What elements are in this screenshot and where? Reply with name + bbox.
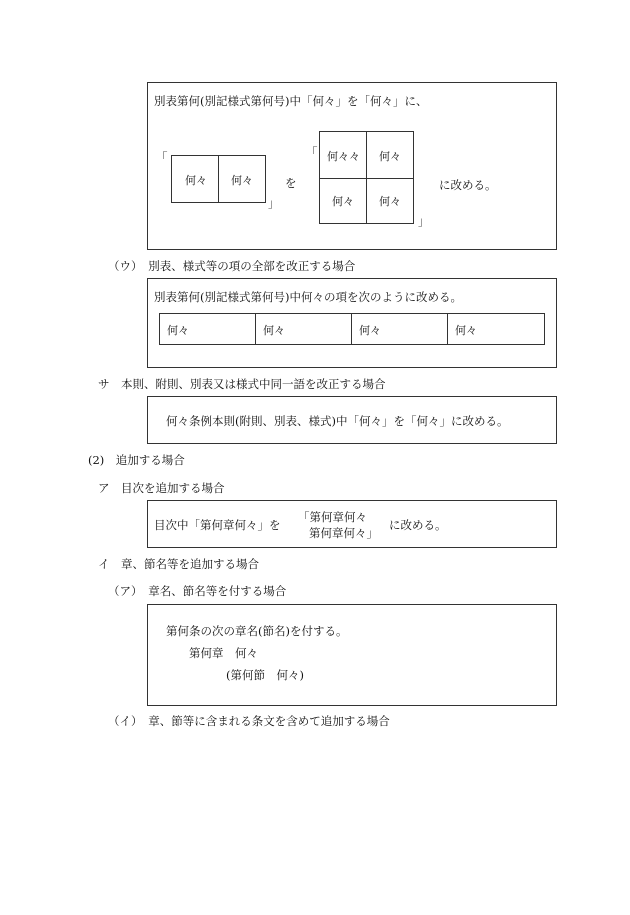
box5-line1: 第何条の次の章名(節名)を付する。 <box>166 624 348 638</box>
amendment-box-5 <box>147 604 557 706</box>
box1-wo: を <box>285 176 297 190</box>
heading-a2: （ア） 章名、節名等を付する場合 <box>108 584 287 598</box>
box1-grid-cell-2-text: 何々 <box>379 150 401 163</box>
box1-open-bracket-right: 「 <box>306 145 318 159</box>
box2-cell-3-text: 何々 <box>359 324 381 337</box>
heading-u: （ウ） 別表、様式等の項の全部を改正する場合 <box>108 259 356 273</box>
box2-cell-2 <box>255 313 352 345</box>
heading-a: ア 目次を追加する場合 <box>98 481 225 495</box>
box1-grid-cell-3 <box>319 178 367 224</box>
amendment-box-2 <box>147 278 557 368</box>
heading-sa: サ 本則、附則、別表又は様式中同一語を改正する場合 <box>98 377 386 391</box>
box1-grid-cell-3-text: 何々 <box>332 195 354 208</box>
box2-cell-4-text: 何々 <box>455 324 477 337</box>
amendment-box-3 <box>147 396 557 444</box>
box1-tail: に改める。 <box>439 178 497 192</box>
box2-line: 別表第何(別記様式第何号)中何々の項を次のように改める。 <box>154 290 462 304</box>
box1-grid-cell-1 <box>319 131 367 179</box>
box2-cell-1-text: 何々 <box>167 324 189 337</box>
box2-cell-3 <box>351 313 448 345</box>
heading-i: イ 章、節名等を追加する場合 <box>98 557 259 571</box>
box1-line: 別表第何(別記様式第何号)中「何々」を「何々」に、 <box>154 94 428 108</box>
heading-2: (2) 追加する場合 <box>88 453 185 467</box>
box1-close-bracket-right: 」 <box>418 214 430 228</box>
box2-cell-4 <box>447 313 545 345</box>
box5-line3: (第何節 何々) <box>226 668 304 682</box>
box5-line2: 第何章 何々 <box>189 646 258 660</box>
box1-grid-cell-4-text: 何々 <box>379 195 401 208</box>
box1-small-cell-2-text: 何々 <box>231 174 253 187</box>
box3-line: 何々条例本則(附則、別表、様式)中「何々」を「何々」に改める。 <box>166 414 509 428</box>
box1-grid-cell-4 <box>366 178 414 224</box>
box2-cell-1 <box>159 313 256 345</box>
box1-open-bracket-left: 「 <box>156 150 168 164</box>
box4-tail: に改める。 <box>389 518 447 532</box>
heading-i2: （イ） 章、節等に含まれる条文を含めて追加する場合 <box>108 714 390 728</box>
box1-small-cell-1-text: 何々 <box>185 174 207 187</box>
box4-line1: 「第何章何々 <box>298 510 367 524</box>
box1-small-cell-2 <box>218 155 266 203</box>
box4-line2: 第何章何々」 <box>309 526 378 540</box>
amendment-box-4 <box>147 500 557 548</box>
box2-cell-2-text: 何々 <box>263 324 285 337</box>
box1-grid-cell-2 <box>366 131 414 179</box>
box1-small-cell-1 <box>171 155 219 203</box>
box4-lead: 目次中「第何章何々」を <box>154 518 281 532</box>
box1-grid-cell-1-text: 何々々 <box>327 150 360 163</box>
amendment-box-1 <box>147 82 557 250</box>
box1-close-bracket-left: 」 <box>268 196 280 210</box>
